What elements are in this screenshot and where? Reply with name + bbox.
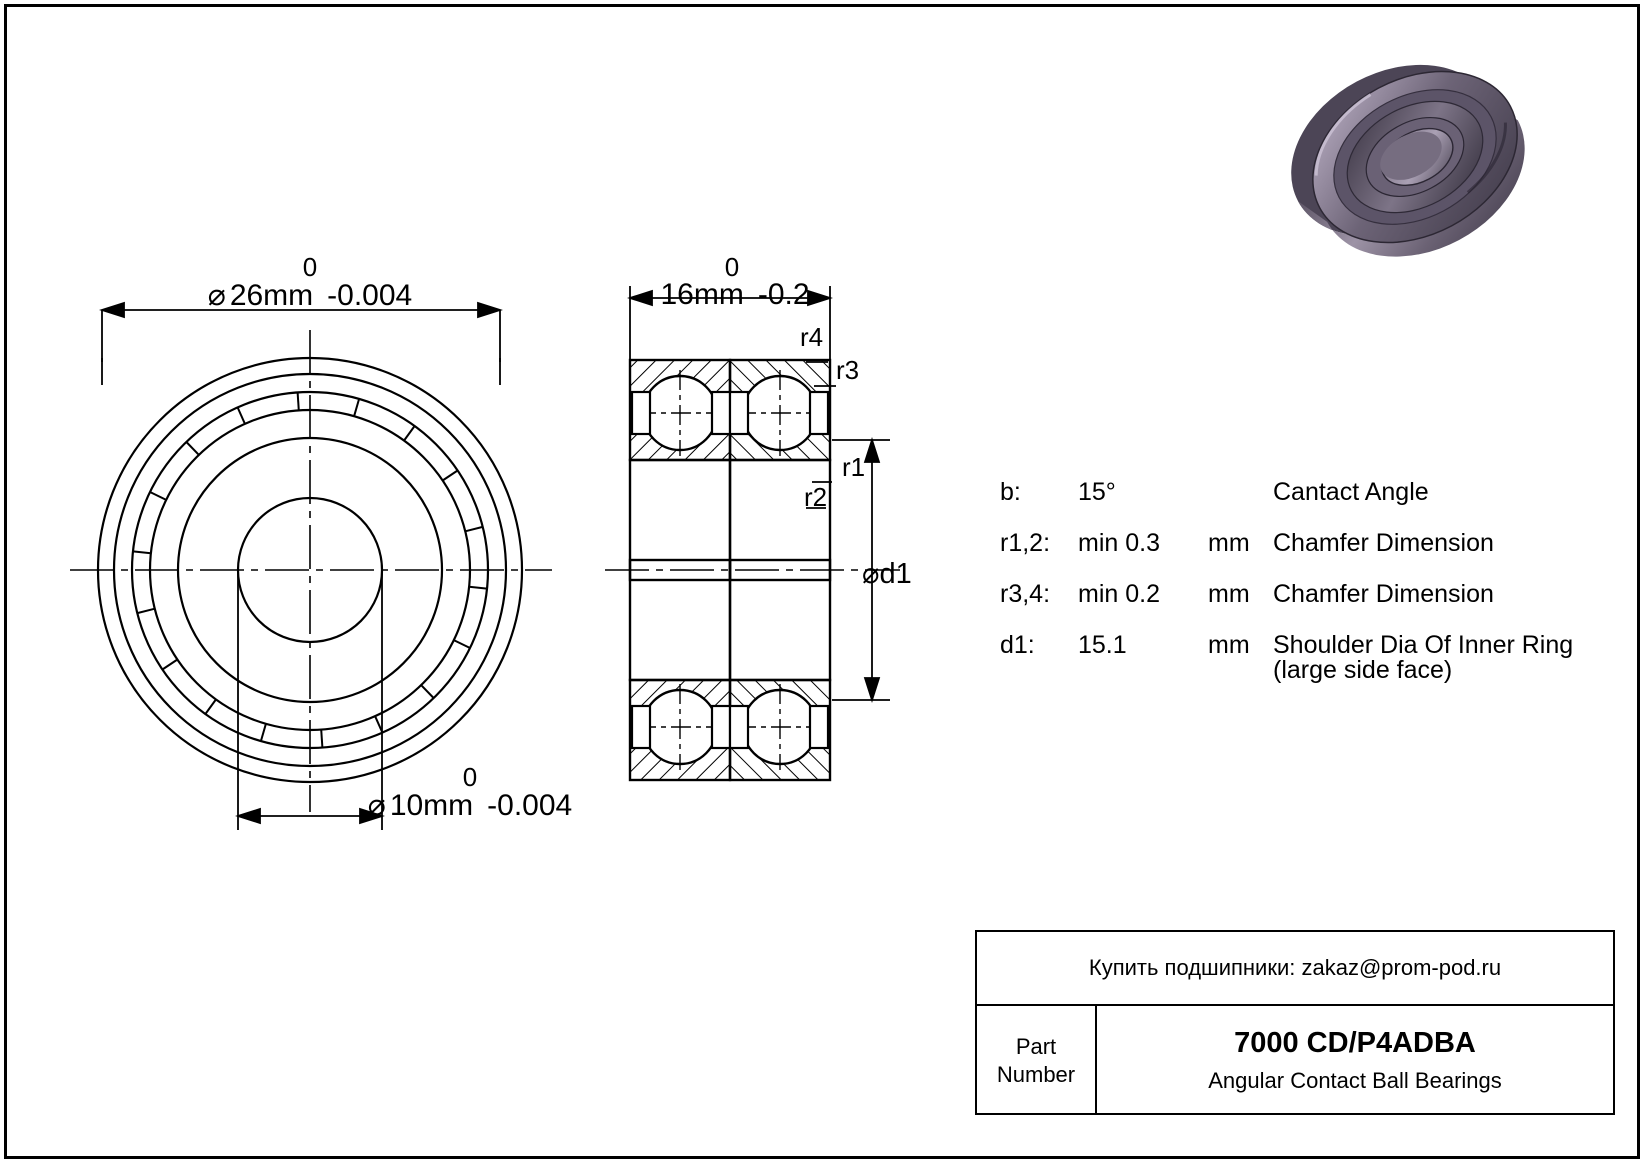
od-value: 26mm	[229, 279, 314, 312]
od-tolerance-upper: 0	[302, 252, 318, 282]
specifications-list	[1000, 480, 1600, 709]
od-dimension	[100, 278, 520, 313]
d1-dimension-label: ⌀d1	[862, 558, 912, 590]
spec-key-r12: r1,2:	[1000, 529, 1051, 557]
spec-key-r34: r3,4:	[1000, 580, 1051, 608]
spec-unit-r12: mm	[1208, 529, 1250, 557]
callout-r3: r3	[836, 355, 860, 385]
spec-key-b: b:	[1000, 478, 1021, 506]
bore-tolerance-upper: 0	[462, 762, 478, 792]
spec-value-d1: 15.1	[1078, 631, 1127, 659]
contact-text: Купить подшипники: zakaz@prom-pod.ru	[1088, 955, 1502, 980]
width-tolerance-upper: 0	[724, 252, 740, 282]
part-number-value-area	[1097, 1006, 1613, 1115]
spec-value-r34: min 0.2	[1078, 580, 1160, 608]
spec-unit-r34: mm	[1208, 580, 1250, 608]
callout-r1: r1	[842, 452, 866, 482]
width-tolerance-lower: -0.2	[757, 278, 810, 311]
part-number-value: 7000 CD/P4ADBA	[1234, 1027, 1476, 1059]
width-dimension	[620, 278, 850, 312]
title-block-contact-row	[977, 932, 1613, 1006]
spec-row-r12	[1000, 531, 1600, 556]
diameter-symbol-bore: ⌀	[367, 789, 386, 822]
callout-r4: r4	[800, 322, 824, 352]
spec-row-r34	[1000, 582, 1600, 607]
spec-unit-d1: mm	[1208, 631, 1250, 659]
front-view	[60, 250, 620, 850]
part-number-label-line2: Number	[996, 1061, 1076, 1087]
spec-desc-b: Cantact Angle	[1273, 478, 1429, 506]
callout-r2: r2	[804, 482, 828, 512]
part-type-value: Angular Contact Ball Bearings	[1208, 1068, 1502, 1093]
spec-key-d1: d1:	[1000, 631, 1035, 659]
spec-row-b	[1000, 480, 1600, 505]
od-tolerance-lower: -0.004	[327, 279, 413, 312]
spec-row-d1	[1000, 633, 1600, 683]
diameter-symbol-od: ⌀	[207, 279, 226, 312]
spec-desc-d1-line2: (large side face)	[1273, 656, 1453, 684]
spec-desc-d1	[1273, 633, 1600, 683]
bore-value: 10mm	[389, 789, 474, 822]
width-value: 16mm	[660, 278, 744, 311]
bore-tolerance-lower: -0.004	[487, 789, 573, 822]
spec-desc-d1-line1: Shoulder Dia Of Inner Ring	[1273, 631, 1574, 659]
section-view	[600, 250, 940, 850]
title-block	[975, 930, 1615, 1115]
spec-value-r12: min 0.3	[1078, 529, 1160, 557]
bearing-3d-render	[1290, 25, 1540, 295]
spec-value-b: 15°	[1078, 478, 1116, 506]
spec-desc-r34: Chamfer Dimension	[1273, 580, 1494, 608]
part-number-label	[977, 1006, 1097, 1115]
part-number-label-line1: Part	[1015, 1034, 1057, 1059]
spec-desc-r12: Chamfer Dimension	[1273, 529, 1494, 557]
title-block-part-row	[977, 1006, 1613, 1115]
